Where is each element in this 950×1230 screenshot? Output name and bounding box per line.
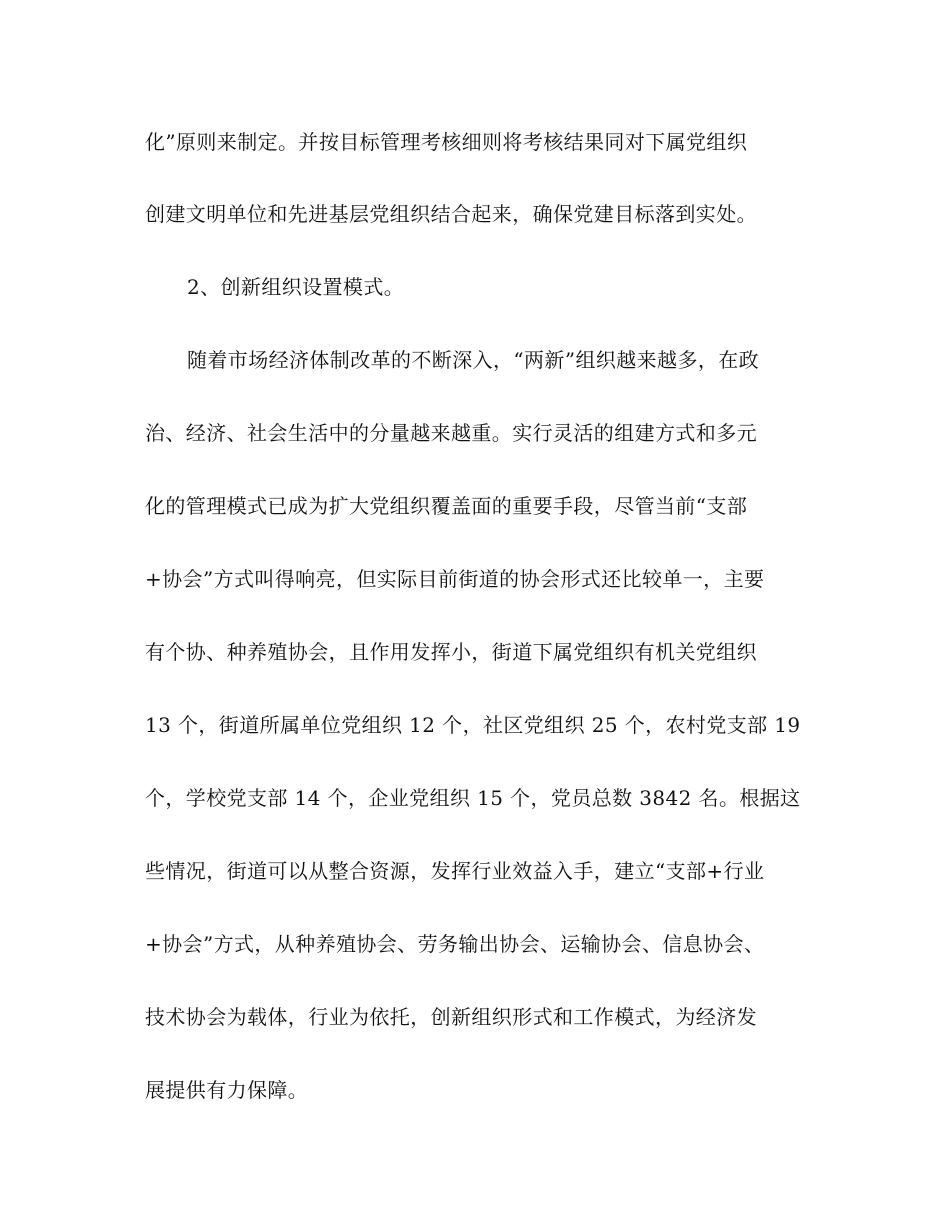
text-line: 个，学校党支部 14 个，企业党组织 15 个，党员总数 3842 名。根据这: [145, 786, 801, 810]
text-line: 化的管理模式已成为扩大党组织覆盖面的重要手段，尽管当前“支部: [145, 494, 748, 518]
text-line: 展提供有力保障。: [145, 1078, 309, 1102]
text-line: 随着市场经济体制改革的不断深入，“两新”组织越来越多，在政: [187, 348, 760, 372]
text-line: 13 个，街道所属单位党组织 12 个，社区党组织 25 个，农村党支部 19: [145, 713, 801, 737]
text-line: +协会”方式，从种养殖协会、劳务输出协会、运输协会、信息协会、: [145, 932, 765, 956]
text-line: 有个协、种养殖协会，且作用发挥小，街道下属党组织有机关党组织: [145, 640, 757, 664]
text-line: 治、经济、社会生活中的分量越来越重。实行灵活的组建方式和多元: [145, 421, 757, 445]
text-line: +协会”方式叫得响亮，但实际目前街道的协会形式还比较单一，主要: [145, 567, 765, 591]
text-line: 创建文明单位和先进基层党组织结合起来，确保党建目标落到实处。: [145, 202, 757, 226]
text-line: 技术协会为载体，行业为依托，创新组织形式和工作模式，为经济发: [145, 1005, 757, 1029]
text-line: 化”原则来制定。并按目标管理考核细则将考核结果同对下属党组织: [145, 130, 748, 154]
text-line: 些情况，街道可以从整合资源，发挥行业效益入手，建立“支部+行业: [145, 859, 765, 883]
section-heading: 2、创新组织设置模式。: [187, 275, 405, 299]
